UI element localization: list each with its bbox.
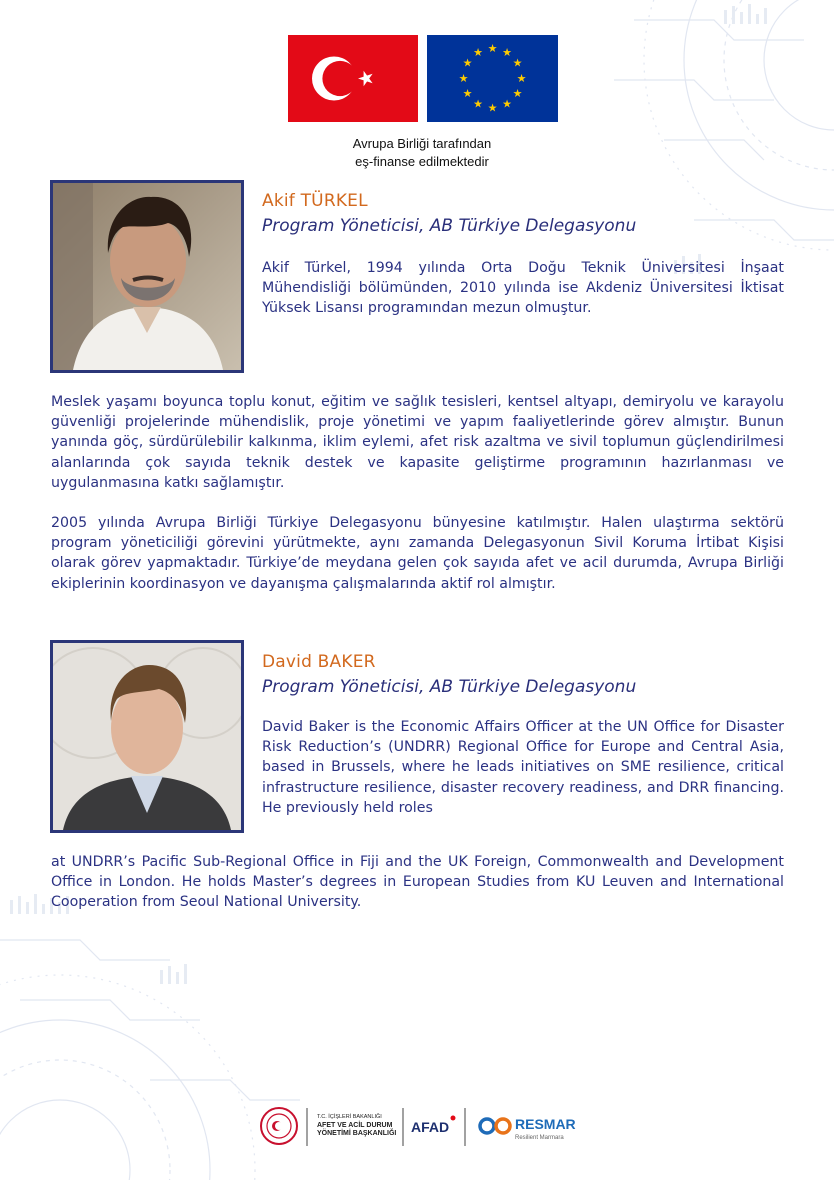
svg-text:★: ★	[487, 42, 498, 55]
afad-logo-text: AFAD	[411, 1119, 450, 1135]
svg-text:★: ★	[512, 56, 523, 70]
akif-turkel-photo	[50, 180, 244, 373]
eu-flag	[427, 35, 558, 122]
person-2-intro: David Baker is the Economic Affairs Officer at the UN Office for Disaster Risk Reduction’s (UNDRR) Regional Office for Europe and Central Asia, based in Brussels, where he leads initiatives on SME resilience, critical infrastructure resilience, disaster recovery readiness, and DRR financing. He previously held roles	[262, 719, 784, 816]
turkey-flag	[288, 35, 418, 122]
svg-text:★: ★	[458, 72, 469, 85]
resmar-infinity-icon	[480, 1119, 510, 1133]
person-1-paragraph-2: 2005 yılında Avrupa Birliği Türkiye Delegasyonu bünyesine katılmıştır. Halen ulaştırma sektörü program yöneticiliği görevini yürütmekte, aynı zamanda Delegasyonun Sivil Koruma İrtibat Kişisi olarak görev yapmaktadır. Türkiye’de meydana gelen çok sayıda afet ve acil durumda, Avrupa Birliği ekiplerinin koordinasyon ve dayanışma çalışmalarında aktif rol almıştır.	[51, 515, 784, 592]
footer-logos	[255, 1104, 595, 1152]
resmar-subtitle: Resilient Marmara	[515, 1135, 564, 1141]
afad-dot-icon	[451, 1116, 456, 1121]
person-2-paragraph-1: at UNDRR’s Pacific Sub-Regional Office in Fiji and the UK Foreign, Commonwealth and Development Office in London. He holds Master’s degrees in European Studies from KU Leuven and International Cooperation from Seoul National University.	[51, 854, 784, 911]
ministry-line-1: T.C. İÇİŞLERİ BAKANLIĞI	[317, 1114, 382, 1120]
svg-text:★: ★	[502, 97, 512, 111]
svg-text:★: ★	[487, 101, 498, 115]
ministry-line-3: YÖNETİMİ BAŞKANLIĞI	[317, 1130, 397, 1137]
circuit-pattern-top-right	[574, 0, 834, 300]
resmar-logo-text: RESMAR	[515, 1116, 576, 1132]
svg-text:★: ★	[473, 46, 483, 59]
person-2-name: David BAKER	[262, 652, 376, 672]
svg-text:★: ★	[512, 87, 523, 100]
svg-text:★: ★	[516, 72, 527, 85]
cofunding-line-1: Avrupa Birliği tarafından	[352, 136, 492, 151]
person-2-role: Program Yöneticisi, AB Türkiye Delegasyonu	[262, 677, 637, 697]
ministry-line-2: AFET VE ACİL DURUM	[317, 1122, 393, 1129]
ministry-seal-icon	[261, 1108, 297, 1144]
footer-logo-strip	[255, 1104, 595, 1152]
person-1-role: Program Yöneticisi, AB Türkiye Delegasyonu	[262, 216, 637, 236]
crescent-star-icon	[288, 35, 418, 122]
svg-text:★: ★	[502, 46, 512, 59]
person-1-name: Akif TÜRKEL	[262, 191, 368, 211]
david-baker-photo	[50, 640, 244, 833]
eu-stars-icon	[427, 35, 558, 122]
person-1-intro: Akif Türkel, 1994 yılında Orta Doğu Teknik Üniversitesi İnşaat Mühendisliği bölümünden, 2010 yılında ise Akdeniz Üniversitesi İktisat Yüksek Lisansı programından mezun olmuştur.	[262, 260, 784, 317]
svg-text:★: ★	[462, 56, 473, 70]
cofunding-line-2: eş-finanse edilmektedir	[355, 154, 489, 169]
svg-text:★: ★	[462, 87, 473, 100]
cofunding-statement	[300, 135, 544, 171]
person-1-paragraph-1: Meslek yaşamı boyunca toplu konut, eğitim ve sağlık tesisleri, kentsel altyapı, demiryolu ve karayolu güvenliği projelerinde mühendislik, proje yönetimi ve yapım faaliyetlerinde görev almıştır. Bunun yanında göç, sürdürülebilir kalkınma, iklim eylemi, afet risk azaltma ve sivil toplumun güçlendirilmesi alanlarında çok sayıda teknik destek ve kapasite geliştirme programının hazırlanması ve uygulanmasına katkı sağlamıştır.	[51, 394, 784, 491]
svg-text:★: ★	[473, 97, 483, 111]
